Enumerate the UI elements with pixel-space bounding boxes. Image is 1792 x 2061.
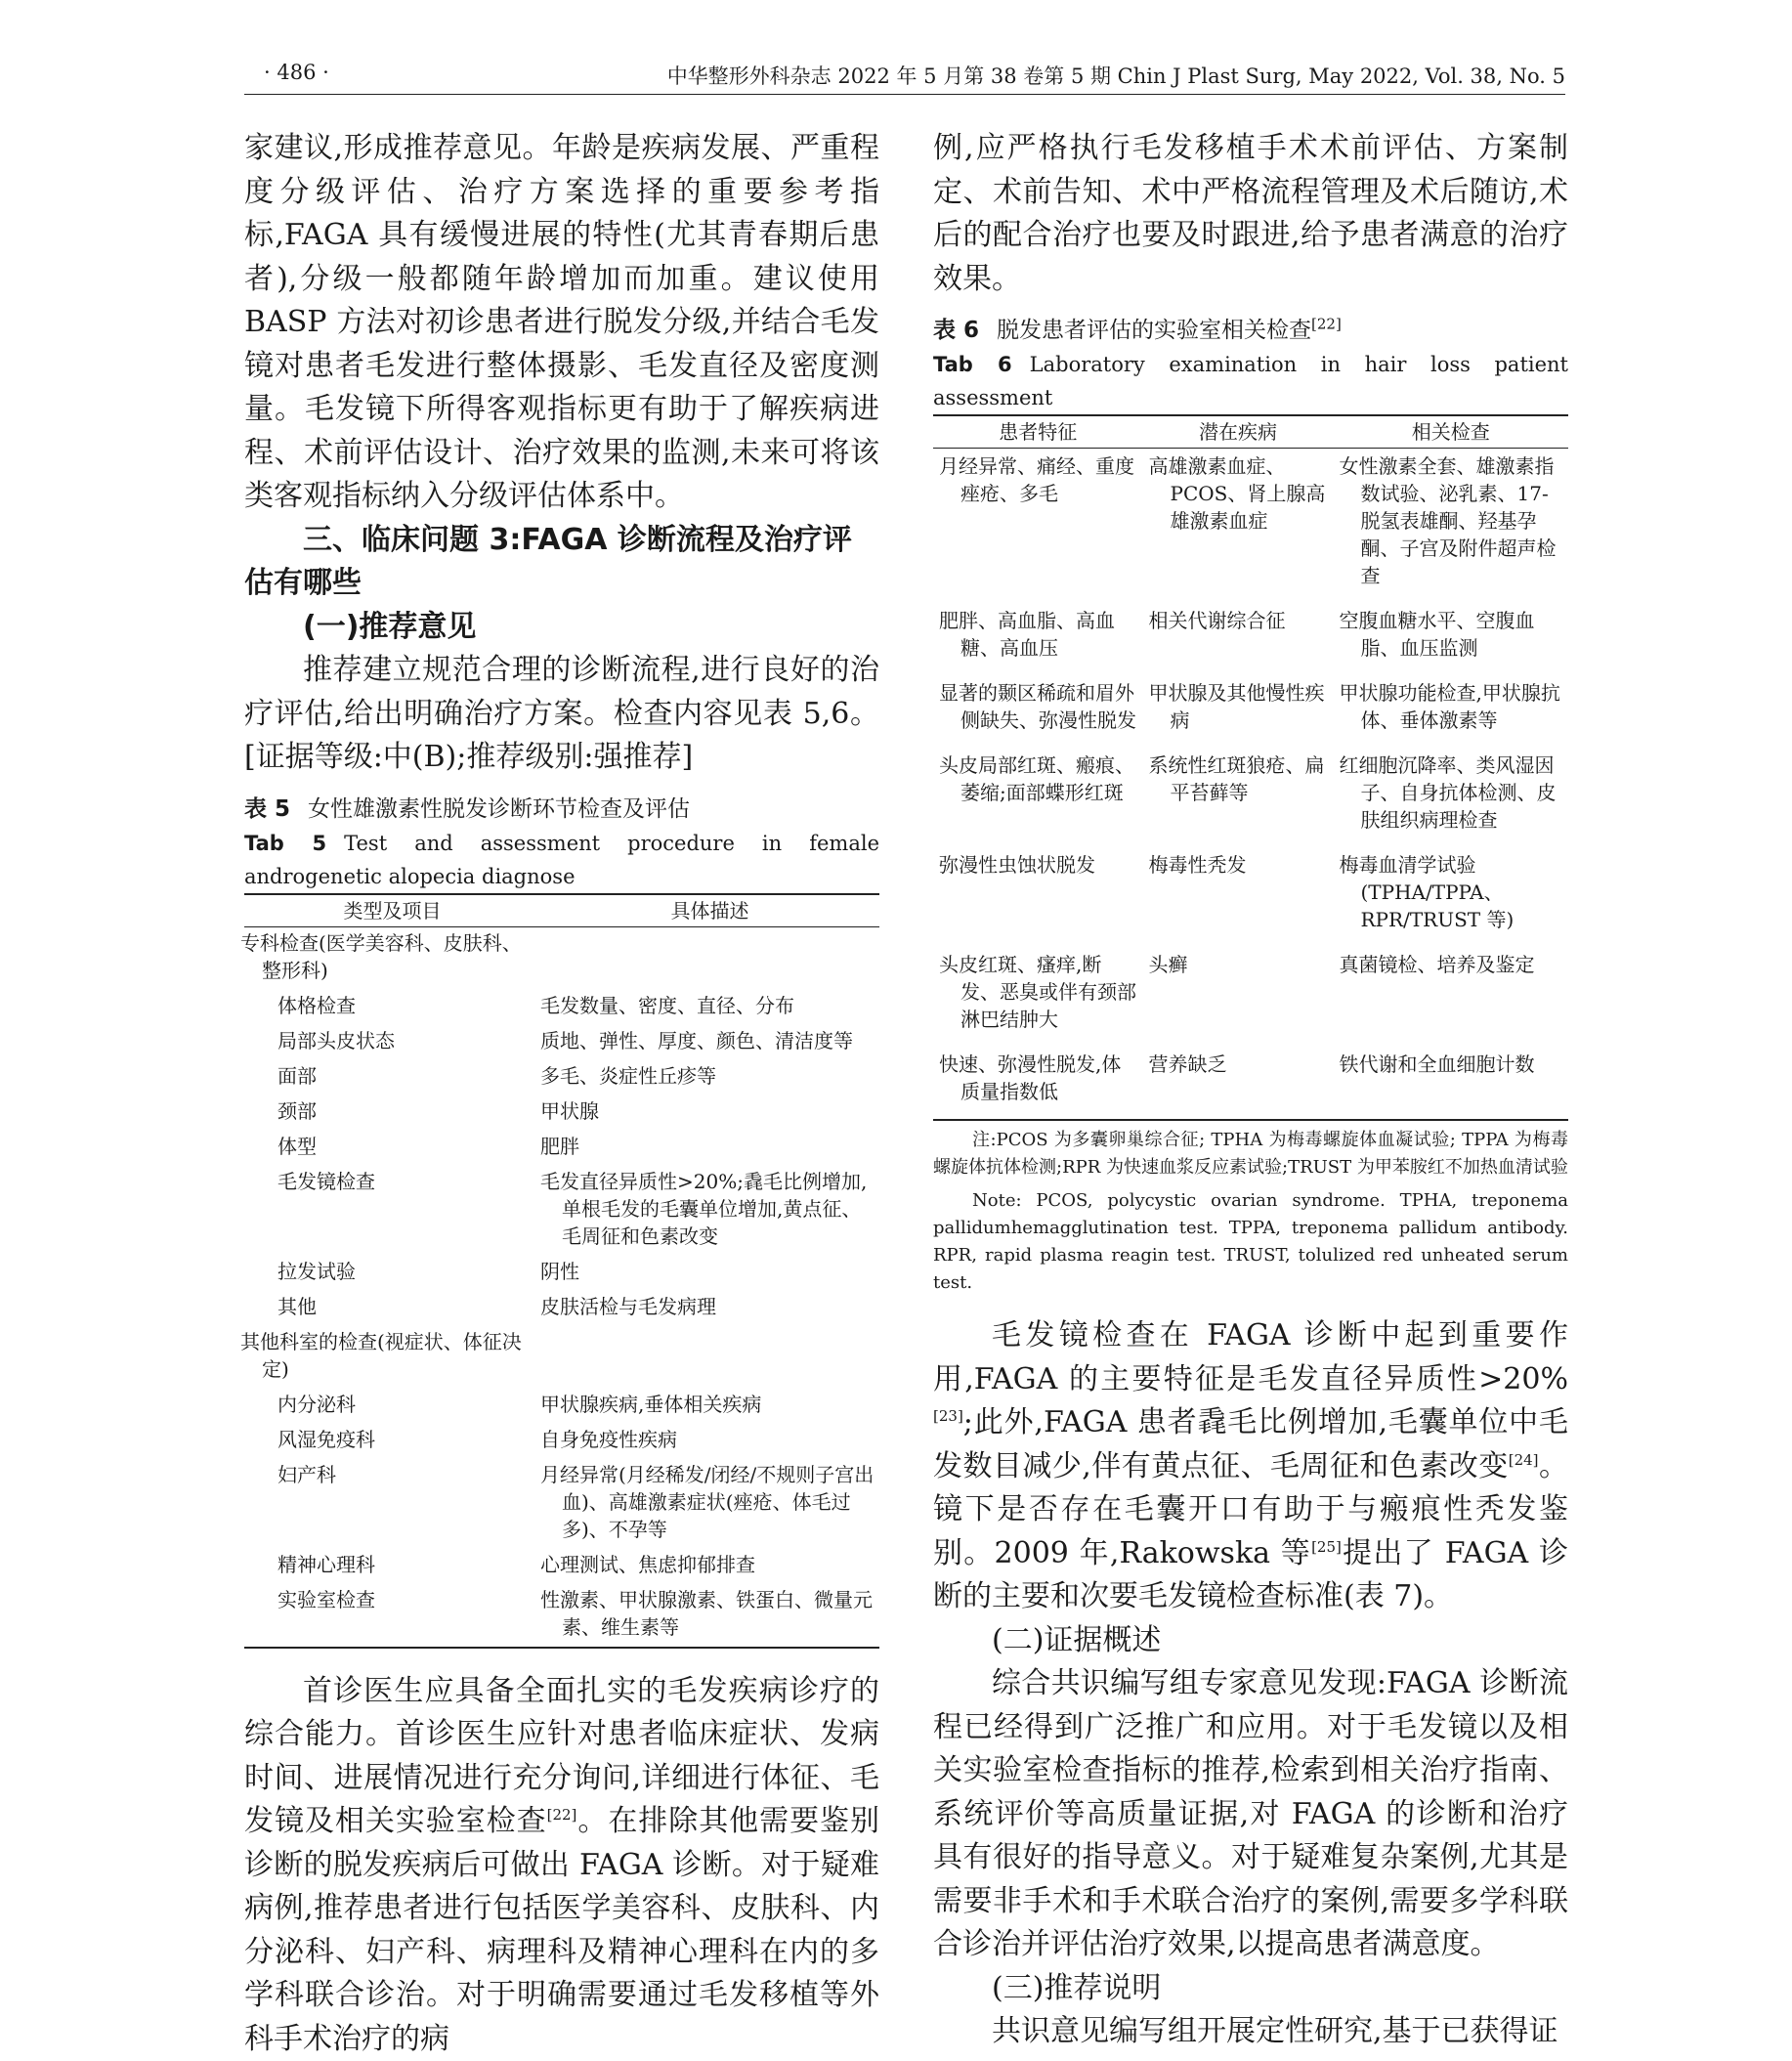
paragraph: 首诊医生应具备全面扎实的毛发疾病诊疗的综合能力。首诊医生应针对患者临床症状、发病时间、进展情况进行充分询问,详细进行体征、毛发镜及相关实验室检查[22]。在排除其他需要鉴别诊断的脱发疾病后可做出 FAGA 诊断。对于疑难病例,推荐患者进行包括医学美容科、皮肤科、内分泌科、妇产科、病理科及精神心理科在内的多学科联合诊治。对于明确需要通过毛发移植等外科手术治疗的病 [244,1670,879,2061]
page-number: · 486 · [264,61,329,84]
table-cell: 心理测试、焦虑抑郁排查 [540,1549,879,1584]
table-cell: 甲状腺及其他慢性疾病 [1143,675,1334,748]
table-cell: 相关代谢综合征 [1143,603,1334,675]
column-header: 相关检查 [1334,415,1569,449]
table-cell: 营养缺乏 [1143,1047,1334,1120]
table-cell: 专科检查(医学美容科、皮肤科、整形科) [244,926,540,990]
table-cell: 头癣 [1143,947,1334,1047]
table-cell: 体格检查 [244,990,540,1025]
table-cell: 妇产科 [244,1459,540,1549]
table-cell: 快速、弥漫性脱发,体质量指数低 [933,1047,1143,1120]
section-heading: 三、临床问题 3:FAGA 诊断流程及治疗评估有哪些 [244,519,879,606]
table-cell: 红细胞沉降率、类风湿因子、自身抗体检测、皮肤组织病理检查 [1334,748,1569,847]
table-row [244,1256,879,1291]
table-cell: 多毛、炎症性丘疹等 [540,1060,879,1095]
table-row [244,1459,879,1549]
table-cell: 月经异常、痛经、重度痤疮、多毛 [933,449,1143,604]
table-cell: 面部 [244,1060,540,1095]
table-cell: 其他 [244,1291,540,1326]
table-row [244,990,879,1025]
table-cell: 梅毒性秃发 [1143,847,1334,947]
table-cell: 毛发镜检查 [244,1166,540,1256]
table-cell: 其他科室的检查(视症状、体征决定) [244,1326,540,1389]
table-row [933,603,1568,675]
table-row [933,449,1568,604]
table-row [933,1047,1568,1120]
table-cell: 性激素、甲状腺激素、铁蛋白、微量元素、维生素等 [540,1584,879,1648]
table-cell: 毛发数量、密度、直径、分布 [540,990,879,1025]
table-row [933,748,1568,847]
table-row [244,1025,879,1060]
table-cell: 梅毒血清学试验(TPHA/TPPA、RPR/TRUST 等) [1334,847,1569,947]
table-cell: 弥漫性虫蚀状脱发 [933,847,1143,947]
table-cell: 系统性红斑狼疮、扁平苔藓等 [1143,748,1334,847]
table-cell: 肥胖、高血脂、高血糖、高血压 [933,603,1143,675]
table-caption-cn: 表 5 女性雄激素性脱发诊断环节检查及评估 [244,792,879,827]
table-cell: 自身免疫性疾病 [540,1424,879,1459]
left-column [244,127,879,2061]
header-rule [244,94,1565,95]
table-row [244,1131,879,1166]
table-cell: 甲状腺功能检查,甲状腺抗体、垂体激素等 [1334,675,1569,748]
table-cell: 质地、弹性、厚度、颜色、清洁度等 [540,1025,879,1060]
table-cell: 颈部 [244,1095,540,1131]
table-cell: 显著的颞区稀疏和眉外侧缺失、弥漫性脱发 [933,675,1143,748]
table-caption-en: Tab 6 Laboratory examination in hair loss patient assessment [933,348,1568,414]
table-row [244,1584,879,1648]
table-cell: 甲状腺 [540,1095,879,1131]
paragraph: 毛发镜检查在 FAGA 诊断中起到重要作用,FAGA 的主要特征是毛发直径异质性>20%[23];此外,FAGA 患者毳毛比例增加,毛囊单位中毛发数目减少,伴有黄点征、毛周征和色素改变[24]。镜下是否存在毛囊开口有助于与瘢痕性秃发鉴别。2009 年,Rakowska 等[25]提出了 FAGA 诊断的主要和次要毛发镜检查标准(表 7)。 [933,1314,1568,1619]
subsection-heading: (三)推荐说明 [992,1967,1568,2011]
table-row [933,947,1568,1047]
table-cell: 局部头皮状态 [244,1025,540,1060]
table-cell: 头皮局部红斑、瘢痕、萎缩;面部蝶形红斑 [933,748,1143,847]
paragraph: 综合共识编写组专家意见发现:FAGA 诊断流程已经得到广泛推广和应用。对于毛发镜以及相关实验室检查指标的推荐,检索到相关治疗指南、系统评价等高质量证据,对 FAGA 的诊断和治疗具有很好的指导意义。对于疑难复杂案例,尤其是需要非手术和手术联合治疗的案例,需要多学科联合诊治并评估治疗效果,以提高患者满意度。 [933,1662,1568,1967]
table-cell: 皮肤活检与毛发病理 [540,1291,879,1326]
journal-header: 中华整形外科杂志 2022 年 5 月第 38 卷第 5 期 Chin J Plast Surg, May 2022, Vol. 38, No. 5 [667,61,1565,90]
column-header: 患者特征 [933,415,1143,449]
table-row [244,1095,879,1131]
table-row [933,675,1568,748]
paragraph: 共识意见编写组开展定性研究,基于已获得证 [933,2010,1568,2054]
table-cell: 实验室检查 [244,1584,540,1648]
table-cell: 体型 [244,1131,540,1166]
table-cell: 真菌镜检、培养及鉴定 [1334,947,1569,1047]
table-cell [540,1326,879,1389]
table-cell: 内分泌科 [244,1389,540,1424]
table-caption-en: Tab 5 Test and assessment procedure in female androgenetic alopecia diagnose [244,827,879,893]
column-header: 潜在疾病 [1143,415,1334,449]
column-header: 类型及项目 [244,894,540,927]
table-row [244,1389,879,1424]
table-cell: 女性激素全套、雄激素指数试验、泌乳素、17-脱氢表雄酮、羟基孕酮、子宫及附件超声检查 [1334,449,1569,604]
table-cell: 精神心理科 [244,1549,540,1584]
column-header: 具体描述 [540,894,879,927]
table-cell: 拉发试验 [244,1256,540,1291]
table-row [933,847,1568,947]
paragraph: 例,应严格执行毛发移植手术术前评估、方案制定、术前告知、术中严格流程管理及术后随访,术后的配合治疗也要及时跟进,给予患者满意的治疗效果。 [933,127,1568,301]
table-caption-cn: 表 6 脱发患者评估的实验室相关检查[22] [933,313,1568,348]
table-cell: 月经异常(月经稀发/闭经/不规则子宫出血)、高雄激素症状(痤疮、体毛过多)、不孕等 [540,1459,879,1549]
subsection-heading: (一)推荐意见 [303,606,879,650]
table-cell: 阴性 [540,1256,879,1291]
table-cell: 头皮红斑、瘙痒,断发、恶臭或伴有颈部淋巴结肿大 [933,947,1143,1047]
table-row [244,1326,879,1389]
table-note-cn: 注:PCOS 为多囊卵巢综合征; TPHA 为梅毒螺旋体血凝试验; TPPA 为梅毒螺旋体抗体检测;RPR 为快速血浆反应素试验;TRUST 为甲苯胺红不加热血清试验 [933,1127,1568,1181]
paragraph: 家建议,形成推荐意见。年龄是疾病发展、严重程度分级评估、治疗方案选择的重要参考指标,FAGA 具有缓慢进展的特性(尤其青春期后患者),分级一般都随年龄增加而加重。建议使用 BASP 方法对初诊患者进行脱发分级,并结合毛发镜对患者毛发进行整体摄影、毛发直径及密度测量。毛发镜下所得客观指标更有助于了解疾病进程、术前评估设计、治疗效果的监测,未来可将该类客观指标纳入分级评估体系中。 [244,127,879,519]
table-row [244,926,879,990]
table-row [244,1424,879,1459]
table-6 [933,414,1568,1121]
table-row [244,1291,879,1326]
table-row [244,1549,879,1584]
right-column [933,127,1568,2054]
table-note-en: Note: PCOS, polycystic ovarian syndrome. TPHA, treponema pallidumhemagglutination test. TPPA, treponema pallidum antibody. RPR, rapid plasma reagin test. TRUST, tolulized red unheated serum test. [933,1187,1568,1297]
table-cell [540,926,879,990]
table-cell: 铁代谢和全血细胞计数 [1334,1047,1569,1120]
table-cell: 甲状腺疾病,垂体相关疾病 [540,1389,879,1424]
paragraph: 推荐建立规范合理的诊断流程,进行良好的治疗评估,给出明确治疗方案。检查内容见表 5,6。[证据等级:中(B);推荐级别:强推荐] [244,649,879,780]
table-cell: 毛发直径异质性>20%;毳毛比例增加,单根毛发的毛囊单位增加,黄点征、毛周征和色素改变 [540,1166,879,1256]
table-row [244,1166,879,1256]
table-5 [244,893,879,1649]
table-cell: 高雄激素血症、PCOS、肾上腺高雄激素血症 [1143,449,1334,604]
table-cell: 风湿免疫科 [244,1424,540,1459]
table-cell: 肥胖 [540,1131,879,1166]
table-cell: 空腹血糖水平、空腹血脂、血压监测 [1334,603,1569,675]
subsection-heading: (二)证据概述 [992,1619,1568,1663]
table-row [244,1060,879,1095]
